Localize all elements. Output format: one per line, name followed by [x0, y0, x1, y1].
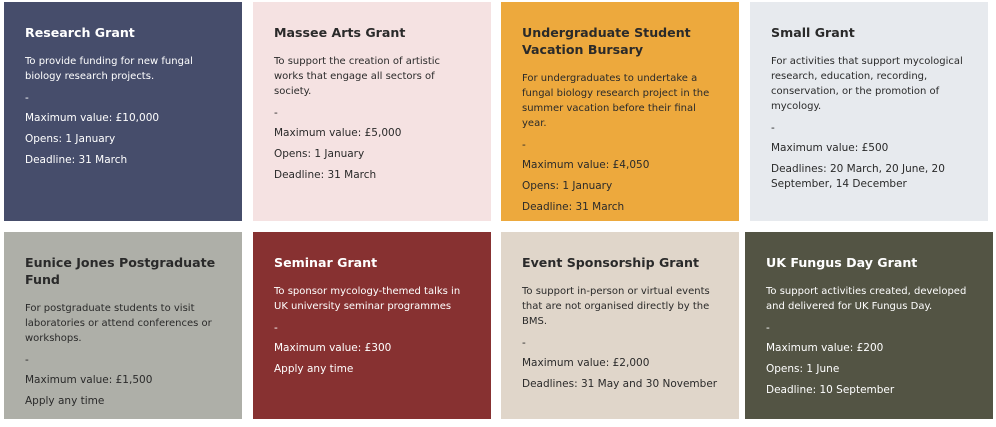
grant-card-small[interactable]: [750, 2, 988, 221]
grant-deadline: Deadline: 31 March: [522, 201, 625, 213]
grant-opens: Opens: 1 January: [25, 133, 116, 145]
grant-description: To support activities created, developed and delivered for UK Fungus Day.: [766, 286, 967, 312]
grant-description: For postgraduate students to visit laboratories or attend conferences or workshops.: [25, 303, 212, 344]
grant-max-value: Maximum value: £10,000: [25, 112, 160, 124]
grant-title: UK Fungus Day Grant: [766, 255, 918, 270]
grant-divider: -: [522, 337, 526, 349]
grant-card-event-sponsorship[interactable]: [501, 232, 739, 419]
grant-apply: Apply any time: [274, 363, 354, 375]
grant-description: To sponsor mycology-themed talks in UK university seminar programmes: [274, 286, 461, 312]
grant-divider: -: [274, 107, 278, 119]
grant-opens: Opens: 1 January: [522, 180, 613, 192]
grant-max-value: Maximum value: £1,500: [25, 374, 153, 386]
grant-card-eunice-jones[interactable]: [4, 232, 242, 419]
grant-max-value: Maximum value: £300: [274, 342, 392, 354]
grant-divider: -: [771, 122, 775, 134]
grant-apply: Apply any time: [25, 395, 105, 407]
grant-divider: -: [25, 92, 29, 104]
grant-card-research[interactable]: [4, 2, 242, 221]
grant-opens: Opens: 1 January: [274, 148, 365, 160]
grant-divider: -: [274, 322, 278, 334]
grant-card-vacation-bursary[interactable]: [501, 2, 739, 221]
grant-deadline: Deadlines: 31 May and 30 November: [522, 378, 718, 390]
grant-divider: -: [766, 322, 770, 334]
grant-title: Research Grant: [25, 25, 135, 40]
grant-title: Seminar Grant: [274, 255, 378, 270]
grant-divider: -: [522, 139, 526, 151]
grant-card-seminar[interactable]: [253, 232, 491, 419]
grant-divider: -: [25, 354, 29, 366]
grant-deadline: Deadline: 31 March: [274, 169, 377, 181]
grant-description: For activities that support mycological research, education, recording, conservation, or the promotion of mycology.: [771, 56, 963, 112]
grant-description: To support the creation of artistic works that engage all sectors of society.: [274, 56, 441, 97]
grant-description: To support in-person or virtual events that are not organised directly by the BMS.: [522, 286, 710, 327]
grant-title: Event Sponsorship Grant: [522, 255, 699, 270]
grant-title: Eunice Jones Postgraduate Fund: [25, 255, 216, 287]
grant-opens: Opens: 1 June: [766, 363, 840, 375]
grant-max-value: Maximum value: £2,000: [522, 357, 650, 369]
grant-description: For undergraduates to undertake a fungal biology research project in the summer vacation before their final year.: [522, 73, 710, 129]
grant-card-massee-arts[interactable]: [253, 2, 491, 221]
grant-title: Undergraduate Student Vacation Bursary: [522, 25, 691, 57]
grant-description: To provide funding for new fungal biology research projects.: [25, 56, 193, 82]
grant-max-value: Maximum value: £500: [771, 142, 889, 154]
grant-title: Small Grant: [771, 25, 855, 40]
grant-card-uk-fungus-day[interactable]: [745, 232, 993, 419]
grant-max-value: Maximum value: £5,000: [274, 127, 402, 139]
grant-deadline: Deadline: 10 September: [766, 384, 895, 396]
grant-max-value: Maximum value: £4,050: [522, 159, 650, 171]
grant-max-value: Maximum value: £200: [766, 342, 884, 354]
grant-deadline: Deadlines: 20 March, 20 June, 20 September, 14 December: [771, 163, 945, 190]
grant-deadline: Deadline: 31 March: [25, 154, 128, 166]
grant-title: Massee Arts Grant: [274, 25, 406, 40]
